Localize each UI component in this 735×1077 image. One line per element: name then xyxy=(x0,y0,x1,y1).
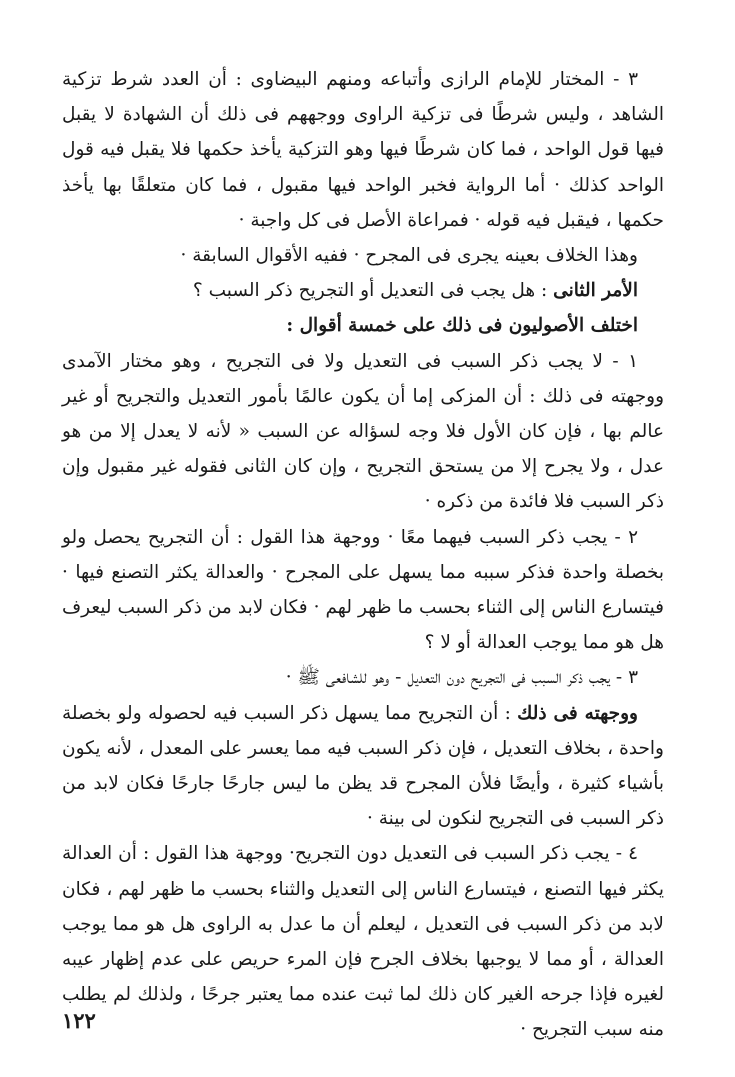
paragraph-8 xyxy=(62,696,664,837)
paragraph-1: ٣ - المختار للإمام الرازى وأتباعه ومنهم البيضاوى : أن العدد شرط تزكية الشاهد ، وليس شرطًا فى تزكية الراوى ووجههم فى ذلك أن الشهادة لا يقبل فيها قول الواحد ، فما كان شرطًا فيها وهو التزكية يأخذ حكمها فلا يقبل فيه قول الواحد كذلك · أما الرواية فخبر الواحد فيها مقبول ، فما كان متعلقًا بها يأخذ حكمها ، فيقبل فيه قوله · فمراعاة الأصل فى كل واجبة · xyxy=(62,69,664,231)
paragraph-3-text: : هل يجب فى التعديل أو التجريح ذكر السبب ؟ xyxy=(192,280,554,302)
paragraph-6: ٢ - يجب ذكر السبب فيهما معًا · ووجهة هذا القول : أن التجريح يحصل ولو بخصلة واحدة فذكر سببه مما يسهل على المجرح · والعدالة يكثر التصنع فيها · فيتسارع الناس إلى الثناء بحسب ما ظهر لهم · فكان لابد من ذكر السبب ليعرف هل هو مما يوجب العدالة أو لا ؟ xyxy=(62,526,664,654)
paragraph-2: وهذا الخلاف بعينه يجرى فى المجرح · ففيه الأقوال السابقة · xyxy=(180,245,638,267)
paragraph-9: ٤ - يجب ذكر السبب فى التعديل دون التجريح· ووجهة هذا القول : أن العدالة يكثر فيها التصنع ، فيتسارع الناس إلى التعديل والثناء بحسب ما ظهر لهم ، فكان لابد من ذكر السبب فى التعديل ، ليعلم أن ما عدل به الراوى هل هو مما يوجب العدالة ، أو مما لا يوجبها بخلاف الجرح فإن المرء حريص على عدم إظهار عيبه لغيره فإذا جرحه الغير كان ذلك لما ثبت عنده مما يعتبر جرحًا ، ولذلك لم يطلب منه سبب التجريح · xyxy=(62,843,664,1041)
paragraph-3 xyxy=(62,273,664,308)
page-number: ١٢٢ xyxy=(62,1008,96,1033)
paragraph-7: ٣ - يجب ذكر السبب فى التجريح دون التعديل - وهو للشافعى ﷺ · xyxy=(285,667,638,689)
paragraph-8-text: : أن التجريح مما يسهل ذكر السبب فيه لحصوله ولو بخصلة واحدة ، بخلاف التعديل ، فإن ذكر السبب فيه مما يعسر على المعدل ، لأنه يكون بأشياء كثيرة ، وأيضًا فلأن المجرح قد يظن ما ليس جارحًا جارحًا فكان لابد من ذكر السبب فى التجريح لنكون لى بينة · xyxy=(62,702,664,830)
paragraph-5: ١ - لا يجب ذكر السبب فى التعديل ولا فى التجريح ، وهو مختار الآمدى ووجهته فى ذلك : أن المزكى إما أن يكون عالمًا بأمور التعديل والتجريح أو غير عالم بها ، فإن كان الأول فلا وجه لسؤاله عن السبب « لأنه لا يعدل إلا من هو عدل ، ولا يجرح إلا من يستحق التجريح ، وإن كان الثانى فقوله غير مقبول وإن ذكر السبب فلا فائدة من ذكره · xyxy=(62,350,664,513)
section-heading: اختلف الأصوليون فى ذلك على خمسة أقوال : xyxy=(286,315,638,337)
paragraph-8-heading: ووجهته فى ذلك xyxy=(517,702,638,724)
paragraph-3-heading: الأمر الثانى xyxy=(553,280,638,302)
document-body xyxy=(62,62,664,1048)
